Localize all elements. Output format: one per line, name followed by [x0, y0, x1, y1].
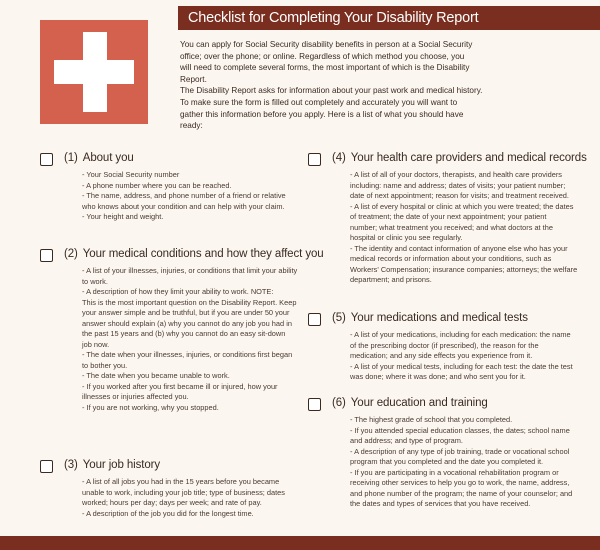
list-item: receiving other services to help you go to work, the name, address,: [350, 478, 570, 487]
list-item: medication; and any side effects you experience from it.: [350, 351, 533, 360]
list-item: worked; hours per day; days per week; and rate of pay.: [82, 498, 262, 507]
list-item: - The identity and contact information of anyone else who has your: [350, 243, 568, 253]
section-title: (1) About you: [64, 152, 134, 164]
list-item: - If you are participating in a vocational rehabilitation program or: [350, 467, 559, 477]
list-item: - The name, address, and phone number of a friend or relative: [82, 191, 286, 200]
list-item: illnesses or injuries affected you.: [82, 392, 189, 401]
list-item: - A list of your illnesses, injuries, or conditions that limit your ability: [82, 266, 298, 275]
list-item: - A description of any type of job training, trade or vocational school: [350, 446, 570, 456]
intro-line: Report.: [180, 74, 207, 84]
checkbox-medical-conditions[interactable]: [40, 249, 53, 262]
checkbox-medications[interactable]: [308, 313, 321, 326]
list-item: the dates and types of services that you have received.: [350, 499, 531, 508]
list-item: department; and prisons.: [350, 275, 432, 284]
intro-line: gather this information before you apply. Here is a list of what you should have: [180, 109, 464, 119]
cross-horizontal-bar: [54, 60, 134, 84]
section-education: [308, 398, 593, 510]
list-item: - A phone number where you can be reached.: [82, 180, 232, 190]
list-item: answer should explain (a) why you cannot do any job you had in: [82, 318, 292, 328]
section-medications: [308, 313, 593, 383]
list-item: - Your Social Security number: [82, 170, 180, 179]
section-title: (3) Your job history: [64, 459, 161, 471]
checkbox-job-history[interactable]: [40, 460, 53, 473]
intro-line: office; over the phone; or online. Regardless of which method you choose, you: [180, 51, 465, 61]
intro-line: will need to complete several forms, the most important of which is the Disability: [180, 63, 470, 73]
list-item: - A list of your medications, including for each medication: the name: [350, 330, 571, 339]
list-item: program that you completed and the date you completed it.: [350, 457, 544, 466]
list-item: - A list of every hospital or clinic at which you were treated; the dates: [350, 201, 574, 211]
list-item: - If you worked after you first became ill or injured, how your: [82, 381, 278, 391]
intro-text: [180, 39, 585, 132]
list-item: This is the most important question on the Disability Report. Keep: [82, 297, 297, 307]
section-job-history: [40, 460, 310, 519]
list-item: and phone number of the program; the name of your counselor; and: [350, 488, 573, 498]
section-title: (6) Your education and training: [332, 397, 488, 409]
list-item: to work.: [82, 276, 108, 286]
checkbox-education[interactable]: [308, 398, 321, 411]
intro-line: To make sure the form is filled out completely and accurately you will want to: [180, 97, 458, 107]
intro-line: You can apply for Social Security disability benefits in person at a Social Security: [180, 40, 473, 49]
list-item: - The date when your illnesses, injuries, or conditions first began: [82, 350, 293, 359]
list-item: to bother you.: [82, 360, 128, 370]
medical-cross-icon: [40, 20, 148, 124]
list-item: unable to work, including your job title; type of business; dates: [82, 487, 285, 497]
intro-line: The Disability Report asks for information about your past work and medical history.: [180, 86, 483, 96]
checkbox-health-care-providers[interactable]: [308, 153, 321, 166]
list-item: - A list of your medical tests, including for each test: the date the test: [350, 361, 573, 371]
list-item: - If you are not working, why you stopped.: [82, 402, 219, 412]
list-item: date of next appointment; reason for visits; and treatment received.: [350, 191, 569, 200]
list-item: number; what treatment you received; and what doctors at the: [350, 222, 553, 232]
list-item: medical records or information about your conditions, such as: [350, 254, 552, 263]
list-item: - A list of all jobs you had in the 15 years before you became: [82, 477, 280, 486]
list-item: including: name and address; dates of visits; your patient number;: [350, 180, 566, 190]
list-item: was done; where it was done; and who sent you for it.: [350, 372, 526, 381]
list-item: the past 15 years and (b) why you cannot do an easy sit-down: [82, 329, 286, 338]
section-about-you: [40, 153, 310, 223]
list-item: of treatment; the date of your next appointment; your patient: [350, 212, 547, 221]
list-item: your answer simple and be truthful, but if you are under 50 your: [82, 308, 290, 317]
list-item: - Your height and weight.: [82, 212, 164, 221]
section-medical-conditions: [40, 248, 324, 413]
list-item: of the prescribing doctor (if prescribed), the reason for the: [350, 340, 539, 350]
section-health-care-providers: [308, 153, 593, 286]
list-item: and address; and type of program.: [350, 436, 463, 445]
list-item: who knows about your condition and can help with your claim.: [82, 201, 285, 211]
list-item: - A description of the job you did for the longest time.: [82, 508, 254, 518]
list-item: - A description of how they limit your ability to work. NOTE:: [82, 287, 274, 296]
list-item: hospital or clinic you see regularly.: [350, 233, 463, 242]
list-item: - If you attended special education classes, the dates; school name: [350, 425, 570, 435]
list-item: - The highest grade of school that you completed.: [350, 415, 513, 424]
list-item: - A list of all of your doctors, therapists, and health care providers: [350, 170, 562, 179]
section-title: (4) Your health care providers and medical records: [332, 152, 587, 164]
list-item: - The date when you became unable to work.: [82, 371, 230, 380]
section-title: (2) Your medical conditions and how they affect you: [64, 248, 324, 260]
checkbox-about-you[interactable]: [40, 153, 53, 166]
list-item: job now.: [82, 339, 110, 349]
page-title: Checklist for Completing Your Disability Report: [178, 6, 600, 30]
footer-bar: [0, 536, 600, 550]
list-item: Workers' Compensation; insurance companies; attorneys; the welfare: [350, 264, 578, 274]
intro-line: ready:: [180, 121, 203, 131]
section-title: (5) Your medications and medical tests: [332, 312, 528, 324]
